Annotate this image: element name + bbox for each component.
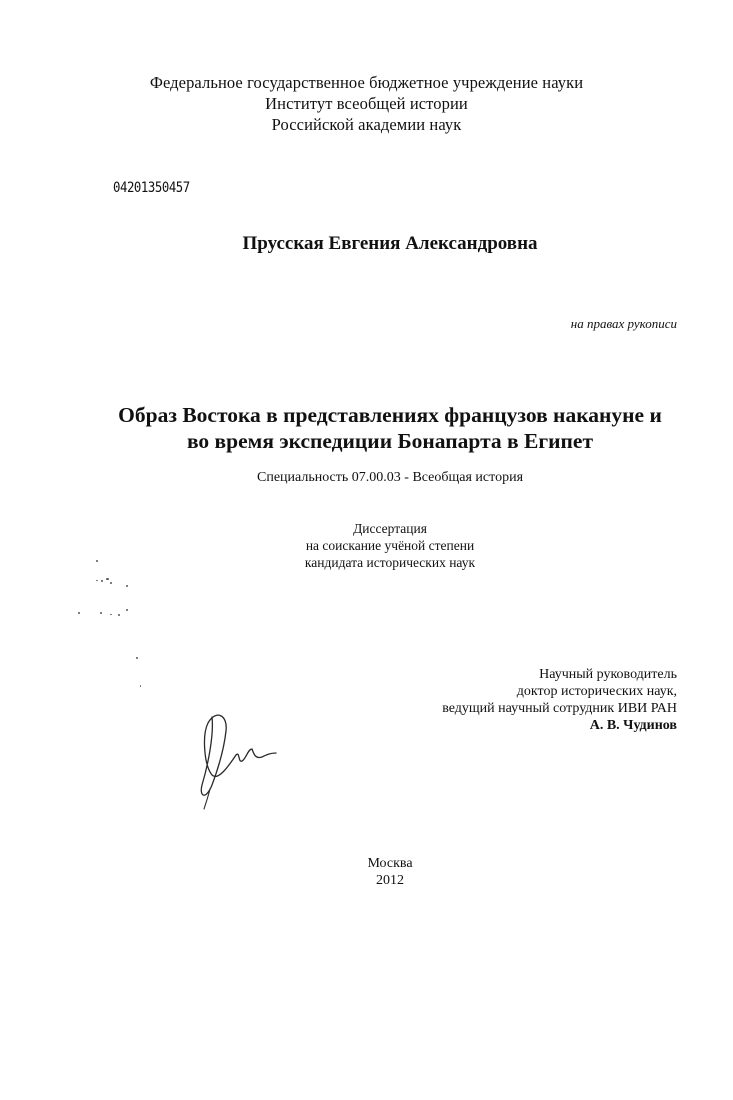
scan-speck [140, 685, 141, 687]
scan-speck [126, 609, 128, 611]
supervisor-degree: доктор исторических наук, [516, 684, 677, 699]
dissertation-line-2: на соискание учёной степени [305, 538, 475, 553]
institution-line-1: Федеральное государственное бюджетное учреждение науки [149, 73, 584, 92]
institution-header [0, 72, 733, 135]
thesis-title [0, 402, 733, 454]
specialty: Специальность 07.00.03 - Всеобщая история [256, 470, 524, 485]
scan-speck [110, 614, 112, 615]
scan-speck [101, 580, 103, 582]
footer-place-date [0, 855, 733, 889]
scan-speck [110, 582, 112, 584]
thesis-title-line-2: во время экспедиции Бонапарта в Египет [186, 429, 594, 453]
scan-speck [118, 614, 120, 616]
supervisor-role: Научный руководитель [539, 667, 677, 682]
library-code: 04201350457 [113, 180, 190, 196]
signature-stroke [201, 715, 276, 795]
scan-speck [136, 657, 138, 659]
scan-speck [78, 612, 80, 614]
scan-speck [96, 560, 98, 562]
year: 2012 [376, 873, 404, 888]
institution-line-3: Российской академии наук [271, 115, 462, 134]
manuscript-note: на правах рукописи [570, 316, 677, 331]
scan-speck [106, 578, 109, 580]
dissertation-line-3: кандидата исторических наук [304, 555, 476, 570]
dissertation-type [0, 520, 733, 571]
supervisor-block [442, 666, 677, 734]
scan-speck [100, 612, 102, 614]
signature-stroke-tail [204, 789, 210, 809]
handwritten-signature [188, 705, 288, 815]
dissertation-line-1: Диссертация [353, 521, 427, 536]
scan-speck [126, 585, 128, 587]
supervisor-position: ведущий научный сотрудник ИВИ РАН [442, 701, 677, 716]
author-name: Прусская Евгения Александровна [242, 233, 538, 254]
institution-line-2: Институт всеобщей истории [265, 94, 468, 113]
thesis-title-line-1: Образ Востока в представлениях французов накануне и [118, 403, 662, 427]
city: Москва [367, 856, 413, 871]
scan-speck [96, 580, 98, 581]
supervisor-name: А. В. Чудинов [589, 718, 677, 733]
